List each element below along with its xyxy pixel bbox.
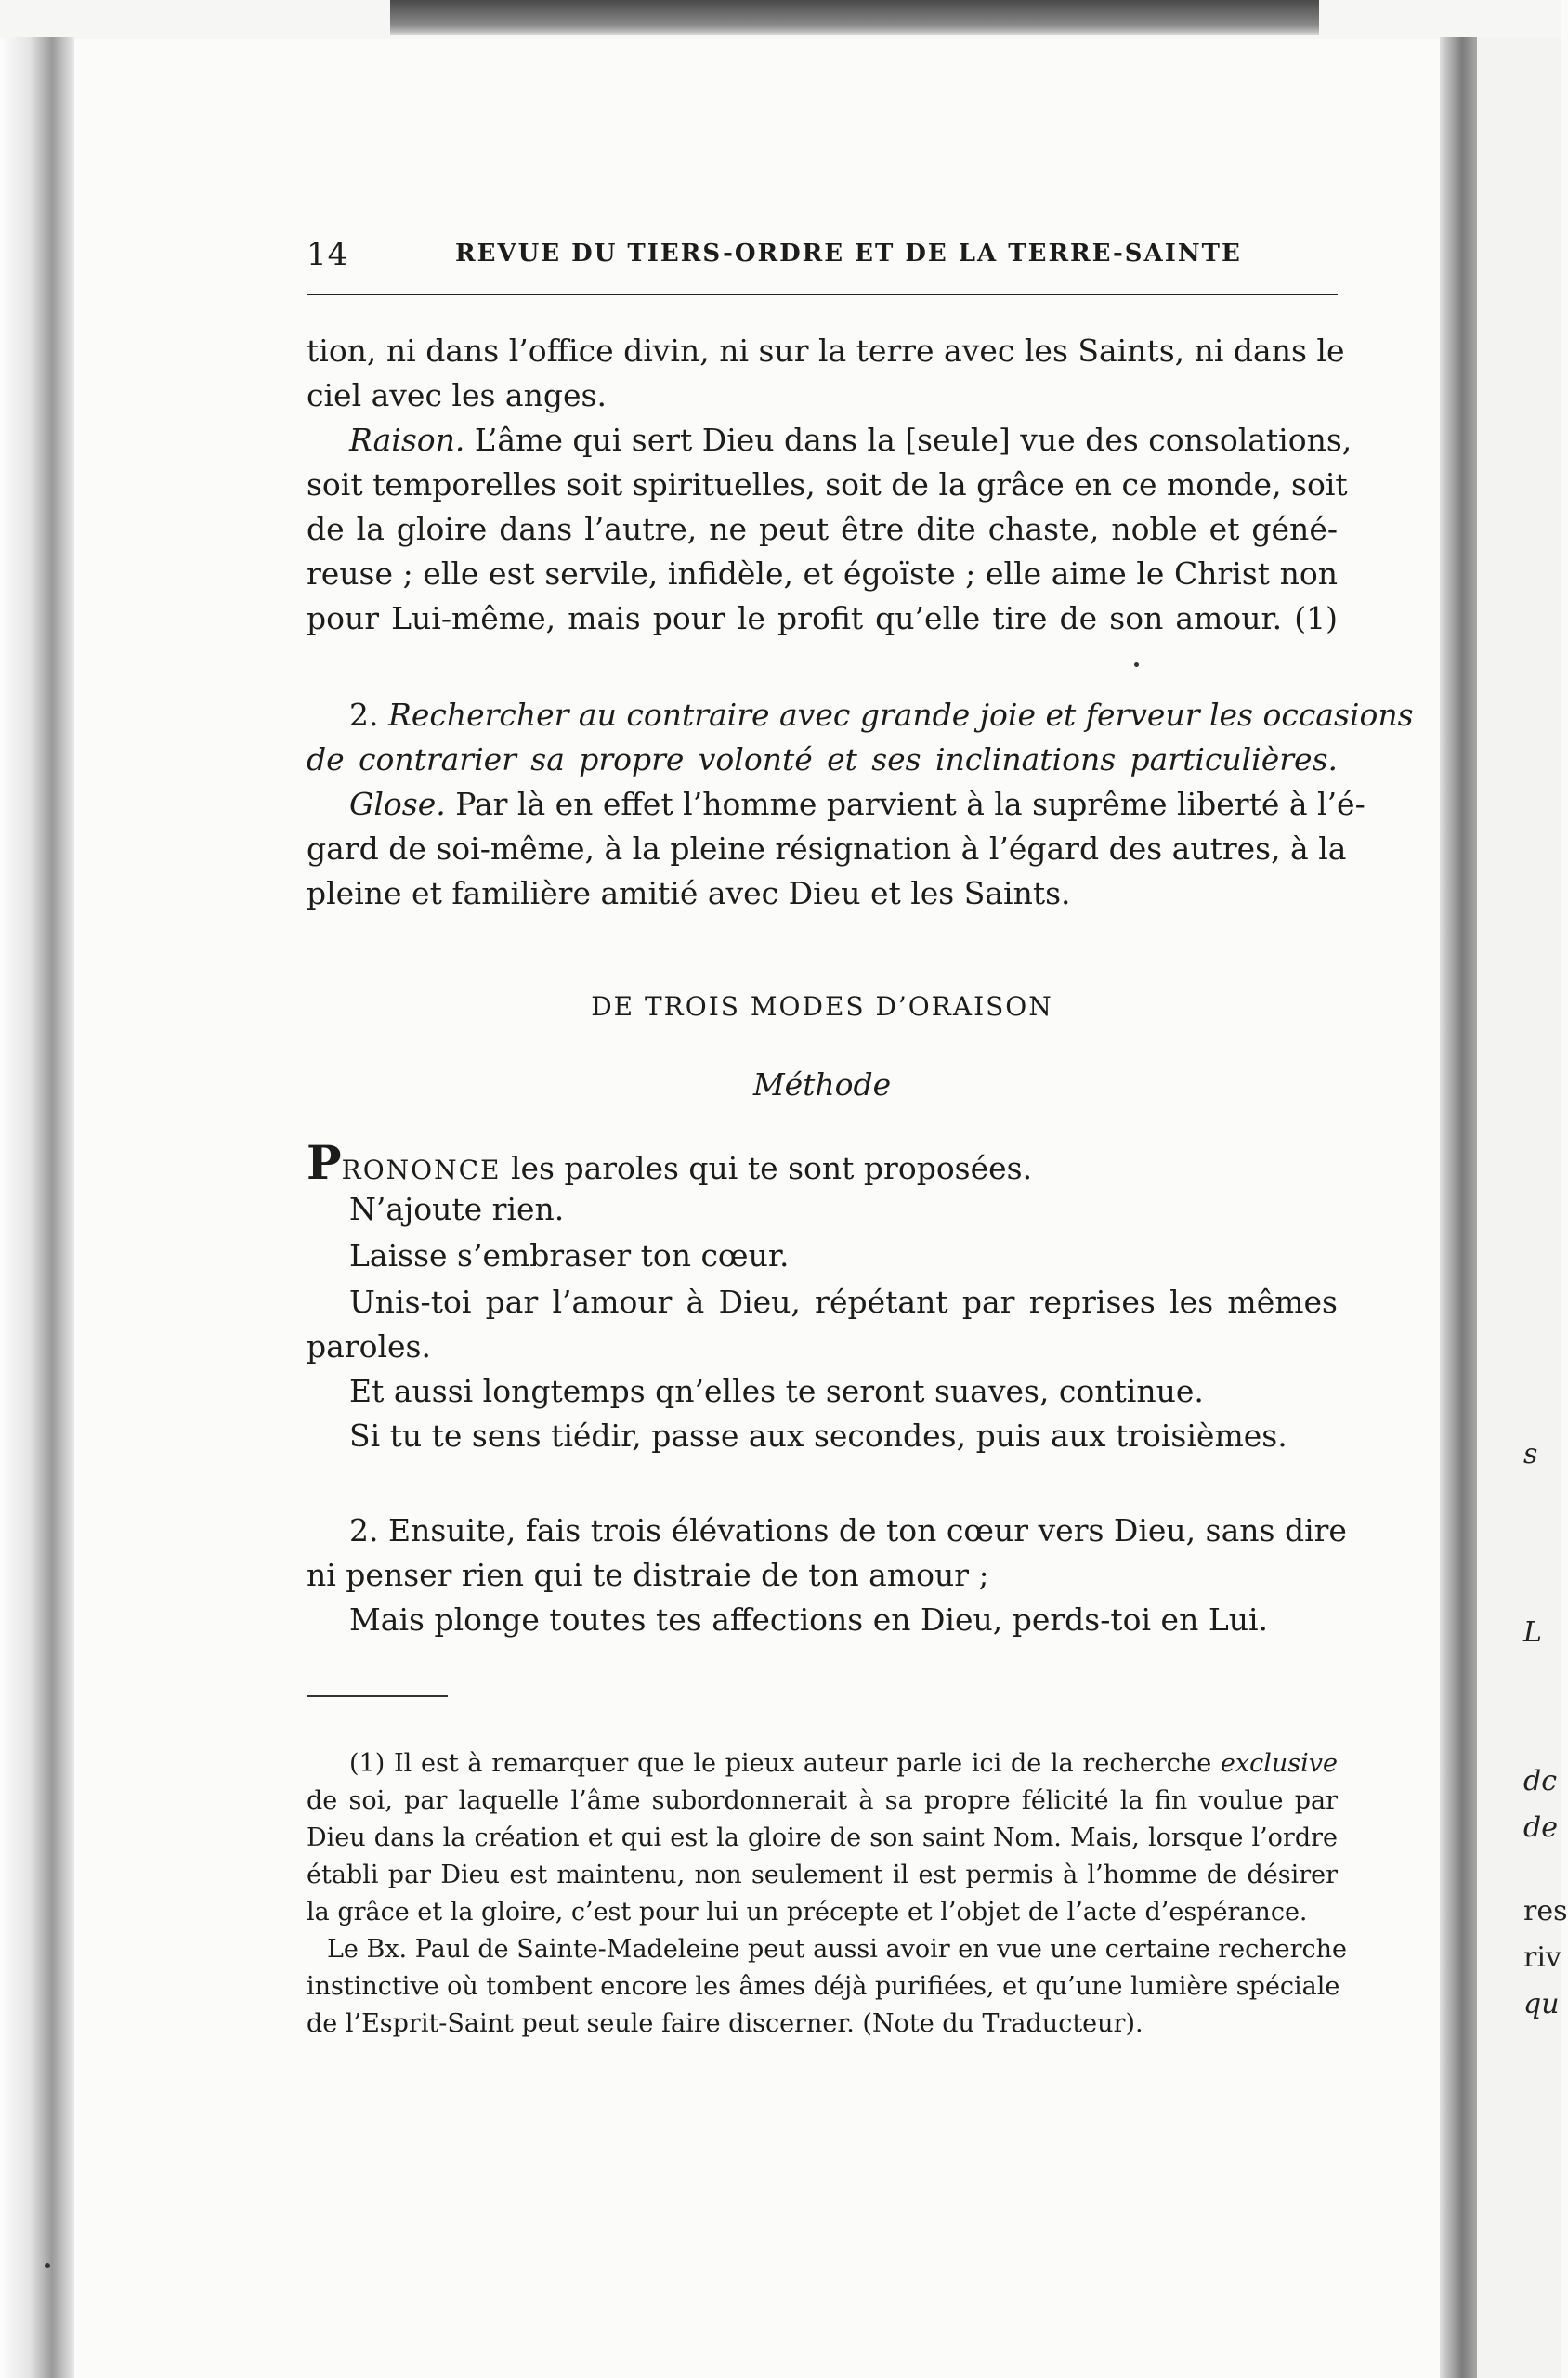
footnote-line: Dieu dans la création et qui est la gloire de son saint Nom. Mais, lorsque l’ordre <box>307 1823 1338 1852</box>
ink-dot <box>1134 662 1139 667</box>
term-label: Raison. <box>349 422 465 458</box>
footnote-line: la grâce et la gloire, c’est pour lui un précepte et l’objet de l’acte d’espérance. <box>307 1898 1308 1927</box>
body-text: les paroles qui te sont proposées. <box>501 1150 1033 1186</box>
body-text: Par là en effet l’homme parvient à la suprême liberté à l’é- <box>445 786 1365 822</box>
rule-text: Rechercher au contraire avec grande joie et ferveur les occasions <box>387 697 1414 733</box>
footnote-line: de soi, par laquelle l’âme subordonnerait à sa propre félicité la fin voulue par <box>307 1786 1338 1815</box>
section-subtitle: Méthode <box>752 1066 892 1103</box>
method-line: Si tu te sens tiédir, passe aux secondes, puis aux troisièmes. <box>349 1418 1287 1454</box>
term-label: Glose. <box>349 786 446 822</box>
body-line: reuse ; elle est servile, infidèle, et égoïste ; elle aime le Christ non <box>307 555 1338 592</box>
footnote-text: (1) Il est à remarquer que le pieux auteur parle ici de la recherche <box>349 1749 1221 1778</box>
book-gutter <box>1440 37 1477 2378</box>
method-line: Laisse s’embraser ton cœur. <box>349 1237 790 1274</box>
body-line: pour Lui-même, mais pour le profit qu’elle tire de son amour. (1) <box>307 600 1338 636</box>
method-line: Mais plonge toutes tes affections en Dieu, perds-toi en Lui. <box>349 1601 1269 1638</box>
header-rule <box>307 294 1338 295</box>
method-line: ni penser rien qui te distraie de ton amour ; <box>307 1557 989 1593</box>
scan-smudge <box>45 2263 50 2268</box>
body-line: de la gloire dans l’autre, ne peut être dite chaste, noble et géné- <box>307 511 1338 547</box>
method-line: Unis-toi par l’amour à Dieu, répétant par reprises les mêmes <box>349 1284 1338 1320</box>
method-line: 2. Ensuite, fais trois élévations de ton cœur vers Dieu, sans dire <box>349 1512 1347 1548</box>
footnote-line: de l’Esprit-Saint peut seule faire discerner. (Note du Traducteur). <box>307 2009 1143 2038</box>
footnote-emphasis: exclusive <box>1220 1749 1338 1778</box>
facing-fragment: res <box>1523 1895 1568 1927</box>
body-line: gard de soi-même, à la pleine résignation à l’égard des autres, à la <box>307 830 1347 867</box>
running-title: REVUE DU TIERS-ORDRE ET DE LA TERRE-SAINTE <box>455 240 1242 268</box>
method-line: N’ajoute rien. <box>349 1191 565 1227</box>
facing-fragment: s <box>1523 1438 1538 1470</box>
footnote-rule <box>307 1695 448 1697</box>
facing-page <box>1477 37 1561 2378</box>
scan-shadow <box>390 0 1319 35</box>
body-line: pleine et familière amitié avec Dieu et les Saints. <box>307 875 1071 911</box>
page-number: 14 <box>307 236 349 273</box>
body-line <box>349 697 1414 734</box>
facing-fragment: qu <box>1523 1988 1560 2020</box>
book-left-edge <box>0 37 74 2378</box>
section-title: DE TROIS MODES D’ORAISON <box>591 991 1053 1022</box>
footnote-line: instinctive où tombent encore les âmes déjà purifiées, et qu’une lumière spéciale <box>307 1972 1340 2001</box>
body-line: soit temporelles soit spirituelles, soit de la grâce en ce monde, soit <box>307 466 1348 503</box>
facing-fragment: dc <box>1523 1765 1558 1797</box>
body-line: ciel avec les anges. <box>307 377 607 413</box>
body-line <box>349 422 1352 459</box>
footnote-line <box>349 1748 1338 1780</box>
footnote-line: établi par Dieu est maintenu, non seulement il est permis à l’homme de désirer <box>307 1861 1338 1889</box>
method-line <box>307 1135 1338 1190</box>
body-line: de contrarier sa propre volonté et ses inclinations particulières. <box>307 741 1338 777</box>
method-line: paroles. <box>307 1328 431 1365</box>
item-number: 2. <box>349 697 388 733</box>
footnote-line: Le Bx. Paul de Sainte-Madeleine peut aussi avoir en vue une certaine recherche <box>327 1935 1348 1964</box>
facing-fragment: L <box>1523 1616 1542 1649</box>
body-line: tion, ni dans l’office divin, ni sur la terre avec les Saints, ni dans le <box>307 333 1345 369</box>
small-caps-word: RONONCE <box>341 1155 502 1185</box>
body-line <box>349 786 1365 823</box>
facing-fragment: riv <box>1523 1941 1561 1974</box>
body-text: L’âme qui sert Dieu dans la [seule] vue des consolations, <box>464 422 1352 458</box>
drop-cap: P <box>307 1135 342 1190</box>
method-line: Et aussi longtemps qn’elles te seront suaves, continue. <box>349 1373 1204 1409</box>
facing-fragment: de <box>1523 1811 1558 1844</box>
